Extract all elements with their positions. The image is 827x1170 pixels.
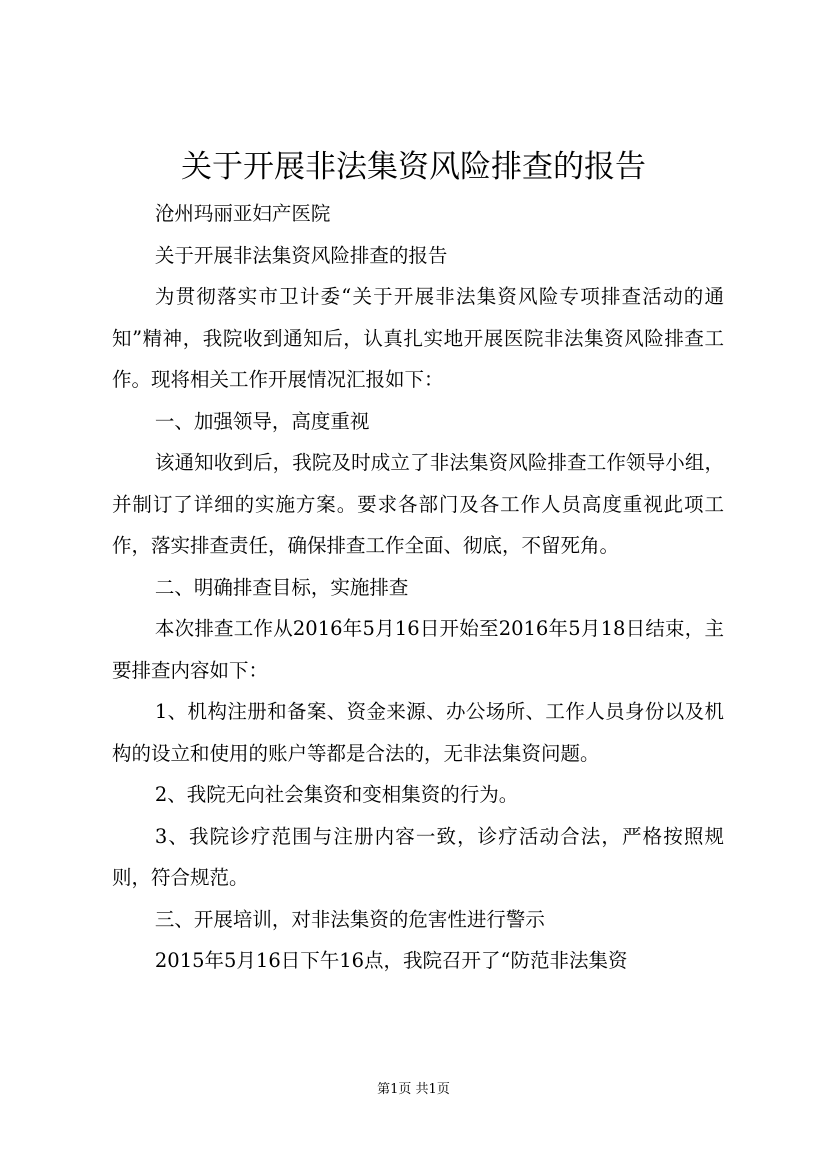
paragraph-hospital-name: 沧州玛丽亚妇产医院 xyxy=(154,202,331,225)
paragraph-section-3: 2015年5月16日下午16点，我院召开了“防范非法集资 xyxy=(154,949,628,972)
heading-section-2: 二、明确排查目标，实施排查 xyxy=(154,575,409,599)
paragraph-intro: 为贯彻落实市卫计委“关于开展非法集资风险专项排查活动的通知”精神，我院收到通知后，认真扎实地开展医院非法集资风险排查工作。现将相关工作开展情况汇报如下： xyxy=(112,285,724,391)
paragraph-report-title: 关于开展非法集资风险排查的报告 xyxy=(154,243,448,267)
paragraph-section-2: 本次排查工作从2016年5月16日开始至2016年5月18日结束，主要排查内容如下： xyxy=(112,617,724,682)
heading-section-3: 三、开展培训，对非法集资的危害性进行警示 xyxy=(154,907,545,931)
document-body xyxy=(112,193,724,982)
list-item-2: 2、我院无向社会集资和变相集资的行为。 xyxy=(154,783,519,806)
heading-section-1: 一、加强领导，高度重视 xyxy=(154,409,370,433)
page-footer: 第1页 共1页 xyxy=(377,1082,450,1097)
document-title: 关于开展非法集资风险排查的报告 xyxy=(181,149,646,185)
paragraph-section-1: 该通知收到后，我院及时成立了非法集资风险排查工作领导小组，并制订了详细的实施方案。要求各部门及各工作人员高度重视此项工作，落实排查责任，确保排查工作全面、彻底，不留死角。 xyxy=(112,451,724,557)
list-item-3: 3、我院诊疗范围与注册内容一致，诊疗活动合法，严格按照规则，符合规范。 xyxy=(112,824,724,889)
list-item-1: 1、机构注册和备案、资金来源、办公场所、工作人员身份以及机构的设立和使用的账户等都是合法的，无非法集资问题。 xyxy=(112,700,724,765)
